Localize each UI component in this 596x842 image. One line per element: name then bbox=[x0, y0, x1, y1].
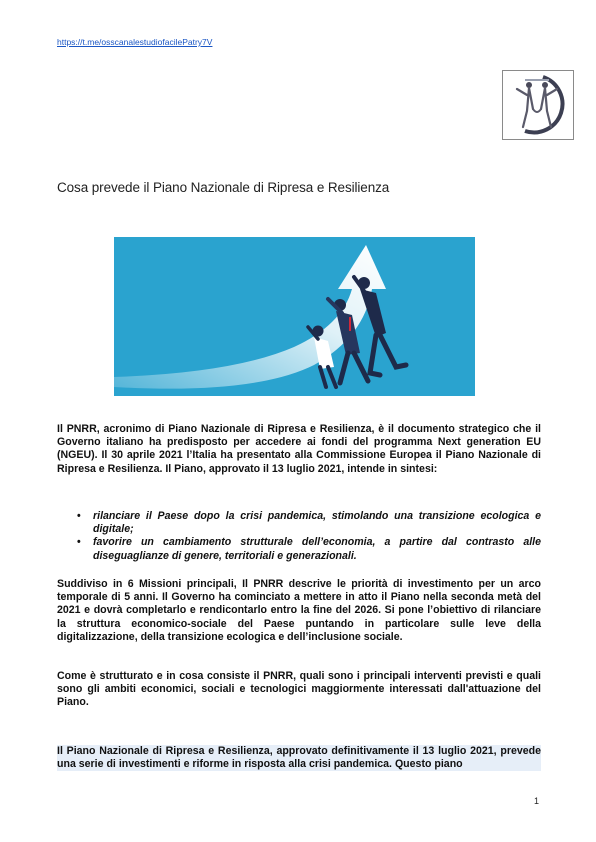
bullet-icon: • bbox=[77, 536, 81, 549]
bullet-list bbox=[77, 510, 541, 563]
list-item-text: rilanciare il Paese dopo la crisi pandemica, stimolando una transizione ecologica e digitale; bbox=[93, 510, 541, 536]
paragraph-missions: Suddiviso in 6 Missioni principali, Il PNRR descrive le priorità di investimento per un arco temporale di 5 anni. Il Governo ha cominciato a mettere in atto il Piano nella seconda metà del 2021 e dovrà completarlo e rendicontarlo entro la fine del 2026. Si pone l’obiettivo di rilanciare la struttura economico-sociale del Paese puntando in particolare sulle leve della digitalizzazione, della transizione ecologica e dell’inclusione sociale. bbox=[57, 578, 541, 643]
list-item-text: favorire un cambiamento strutturale dell’economia, a partire dal contrasto alle diseguaglianze di genere, territoriali e generazionali. bbox=[93, 536, 541, 562]
document-title: Cosa prevede il Piano Nazionale di Ripresa e Resilienza bbox=[57, 180, 390, 195]
paragraph-intro: Il PNRR, acronimo di Piano Nazionale di Ripresa e Resilienza, è il documento strategico che il Governo italiano ha predisposto per accedere ai fondi del programma Next generation EU (NGEU). Il 30 aprile 2021 l’Italia ha presentato alla Commissione Europea il Piano Nazionale di Ripresa e Resilienza. Il Piano, approvato il 13 luglio 2021, intende in sintesi: bbox=[57, 423, 541, 475]
paragraph-highlighted: Il Piano Nazionale di Ripresa e Resilienza, approvato definitivamente il 13 luglio 2021, prevede una serie di investimenti e riforme in risposta alla crisi pandemica. Questo piano bbox=[57, 745, 541, 771]
hero-illustration bbox=[114, 237, 475, 396]
paragraph-structure: Come è strutturato e in cosa consiste il PNRR, quali sono i principali interventi previsti e quali sono gli ambiti economici, sociali e tecnologici maggiormente interessati dall'attuazione del Piano. bbox=[57, 670, 541, 709]
bullet-icon: • bbox=[77, 510, 81, 522]
page-number: 1 bbox=[534, 796, 540, 806]
telegram-link[interactable]: https://t.me/osscanalestudiofacilePatry7V bbox=[57, 37, 213, 47]
list-item bbox=[77, 510, 541, 536]
list-item bbox=[77, 536, 541, 562]
logo-image bbox=[502, 70, 574, 140]
